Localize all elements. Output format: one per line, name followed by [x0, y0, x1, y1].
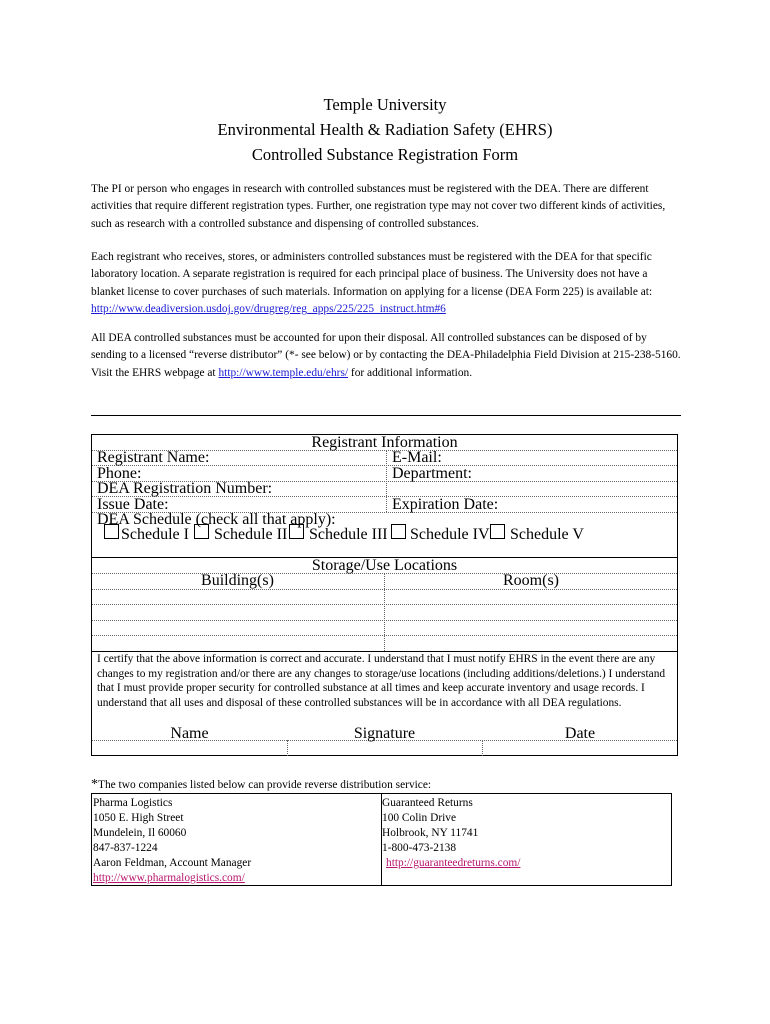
reverse-distributors-table: [91, 793, 672, 886]
rooms-column-header: Room(s): [503, 572, 559, 589]
reverse-distribution-note: [91, 778, 431, 792]
schedule-iii-label: Schedule III: [309, 526, 388, 543]
building-input-2[interactable]: [92, 606, 383, 619]
signoff-date-header: Date: [564, 725, 596, 742]
registrant-name-label: Registrant Name:: [97, 449, 210, 466]
department-label: Department:: [392, 465, 472, 482]
signoff-signature-header: Signature: [353, 725, 416, 742]
company-phone: 1-800-473-2138: [382, 842, 457, 854]
building-input-1[interactable]: [92, 590, 383, 603]
expiration-date-label: Expiration Date:: [392, 496, 499, 513]
intro-paragraph-2-text: Each registrant who receives, stores, or administers controlled substances must be registered with the DEA for that specific laboratory location. A separate registration is required for each principal place of business. The University does not have a blanket license to cover purchases of such materials. Information on applying for a license (DEA Form 225) is available at:: [91, 251, 653, 298]
buildings-column-header: Building(s): [201, 572, 274, 589]
registrant-info-header: Registrant Information: [311, 434, 458, 451]
company-city: Mundelein, Il 60060: [93, 827, 187, 839]
signoff-date-input[interactable]: [483, 741, 677, 755]
column-divider: [386, 450, 387, 512]
phone-label: Phone:: [97, 465, 142, 482]
dea-schedule-label: DEA Schedule (check all that apply):: [97, 511, 336, 528]
intro-paragraph-3-text: All DEA controlled substances must be accounted for upon their disposal. All controlled substances can be disposed of by sending to a licensed “reverse distributor” (*- see below) or by contacting the DEA-Philadelphia Field Division at 215-238-5160. Visit the EHRS webpage at: [91, 332, 681, 379]
form-title: Controlled Substance Registration Form: [251, 145, 519, 164]
room-input-2[interactable]: [386, 606, 676, 619]
department-title: Environmental Health & Radiation Safety (EHRS): [217, 120, 553, 139]
room-input-3[interactable]: [386, 621, 676, 634]
schedule-i-checkbox[interactable]: [104, 524, 119, 539]
intro-paragraph-2: [91, 249, 683, 318]
company-pharma-logistics: [93, 796, 251, 886]
signoff-name-input[interactable]: [92, 741, 286, 755]
email-label: E-Mail:: [392, 449, 442, 466]
intro-paragraph-3-tail: for additional information.: [348, 366, 473, 379]
dea-form-link[interactable]: http://www.deadiversion.usdoj.gov/drugreg/reg_apps/225/225_instruct.htm#6: [91, 302, 446, 315]
room-input-4[interactable]: [386, 637, 676, 650]
certification-statement: I certify that the above information is correct and accurate. I understand that I must notify EHRS in the event there are any changes to my registration and/or there are any changes to storage/use locations (including additions/deletions.) I understand that I must provide proper security for controlled substance at all times and keep accurate inventory and usage records. I understand that all uses and disposal of these controlled substances will be in accordance with all DEA regulations.: [97, 653, 666, 710]
room-input-1[interactable]: [386, 590, 676, 603]
building-input-4[interactable]: [92, 637, 383, 650]
guaranteed-returns-link[interactable]: http://guaranteedreturns.com/: [386, 857, 521, 869]
company-contact: Aaron Feldman, Account Manager: [93, 857, 252, 869]
company-street: 100 Colin Drive: [382, 812, 457, 824]
company-name: Pharma Logistics: [93, 797, 173, 809]
ehrs-webpage-link[interactable]: http://www.temple.edu/ehrs/: [218, 366, 349, 379]
company-street: 1050 E. High Street: [93, 812, 184, 824]
schedule-v-label: Schedule V: [510, 526, 584, 543]
building-input-3[interactable]: [92, 621, 383, 634]
pharma-logistics-link[interactable]: http://www.pharmalogistics.com/: [93, 872, 245, 884]
schedule-v-checkbox[interactable]: [490, 524, 505, 539]
dea-number-label: DEA Registration Number:: [97, 480, 273, 497]
section-divider: [91, 415, 681, 416]
issue-date-label: Issue Date:: [97, 496, 169, 513]
company-name: Guaranteed Returns: [382, 797, 473, 809]
reverse-distribution-note-text: The two companies listed below can provide reverse distribution service:: [98, 779, 432, 791]
schedule-iii-checkbox[interactable]: [289, 524, 304, 539]
signoff-name-header: Name: [170, 725, 209, 742]
signoff-signature-input[interactable]: [288, 741, 481, 755]
org-title: Temple University: [323, 95, 447, 114]
company-guaranteed-returns: [382, 796, 520, 871]
schedule-ii-checkbox[interactable]: [194, 524, 209, 539]
schedule-iv-checkbox[interactable]: [391, 524, 406, 539]
schedule-ii-label: Schedule II: [214, 526, 288, 543]
schedule-iv-label: Schedule IV: [410, 526, 490, 543]
footnote-asterisk: *: [91, 777, 98, 792]
company-phone: 847-837-1224: [93, 842, 158, 854]
storage-locations-header: Storage/Use Locations: [311, 557, 458, 574]
intro-paragraph-1: The PI or person who engages in research with controlled substances must be registered with the DEA. There are different activities that require different registration types. Further, one registration type may not cover two different kinds of activities, such as research with a controlled substance and dispensing of controlled substances.: [91, 183, 666, 230]
intro-paragraph-3: [91, 330, 683, 382]
schedule-i-label: Schedule I: [121, 526, 189, 543]
company-city: Holbrook, NY 11741: [382, 827, 479, 839]
